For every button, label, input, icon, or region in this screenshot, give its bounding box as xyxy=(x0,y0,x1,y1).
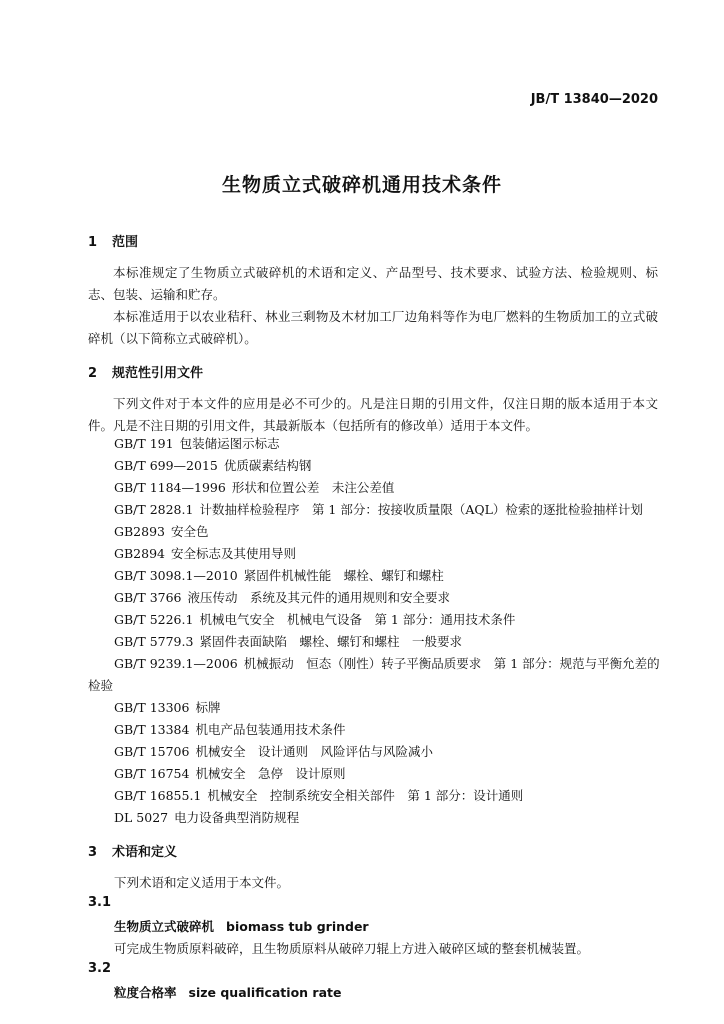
term-en: size qualification rate xyxy=(188,985,342,1000)
term-number: 3.2 xyxy=(88,961,112,976)
section-3-heading xyxy=(88,841,177,860)
reference-code: GB/T 2828.1 xyxy=(114,502,194,517)
term-definition: 可完成生物质原料破碎，且生物质原料从破碎刀辊上方进入破碎区域的整套机械装置。 xyxy=(114,941,590,956)
reference-code: DL 5027 xyxy=(114,810,169,825)
section-intro: 下列术语和定义适用于本文件。 xyxy=(114,875,290,890)
paragraph: 本标准规定了生物质立式破碎机的术语和定义、产品型号、技术要求、试验方法、检验规则、标志、包装、运输和贮存。 xyxy=(88,265,658,302)
term-cn: 粒度合格率 xyxy=(114,985,177,1000)
reference-code: GB/T 699—2015 xyxy=(114,458,218,473)
paragraph: 本标准适用于以农业秸秆、林业三剩物及木材加工厂边角料等作为电厂燃料的生物质加工的立式破碎机（以下简称立式破碎机）。 xyxy=(88,309,658,346)
reference-code: GB2893 xyxy=(114,524,165,539)
reference-title: 优质碳素结构钢 xyxy=(223,458,312,473)
section-title: 术语和定义 xyxy=(112,845,178,860)
term-heading xyxy=(114,982,341,1004)
reference-title: 紧固件机械性能 螺栓、螺钉和螺柱 xyxy=(243,568,444,583)
reference-item xyxy=(114,499,643,521)
reference-title: 标牌 xyxy=(195,700,221,715)
standard-code: JB/T 13840—2020 xyxy=(530,92,658,107)
reference-title: 安全色 xyxy=(170,524,209,539)
term-en: biomass tub grinder xyxy=(226,919,369,934)
document-title: 生物质立式破碎机通用技术条件 xyxy=(221,174,502,196)
section-number: 1 xyxy=(88,235,98,250)
reference-title: 机械安全 控制系统安全相关部件 第 1 部分：设计通则 xyxy=(207,788,524,803)
reference-code: GB/T 1184—1996 xyxy=(114,480,226,495)
reference-code: GB/T 13306 xyxy=(114,700,190,715)
term-cn: 生物质立式破碎机 xyxy=(114,919,215,934)
reference-code: GB/T 16754 xyxy=(114,766,190,781)
section-title: 范围 xyxy=(112,235,139,250)
reference-title: 计数抽样检验程序 第 1 部分：按接收质量限（AQL）检索的逐批检验抽样计划 xyxy=(199,502,643,517)
reference-title: 机械电气安全 机械电气设备 第 1 部分：通用技术条件 xyxy=(199,612,516,627)
reference-item xyxy=(114,653,660,675)
reference-title: 安全标志及其使用导则 xyxy=(170,546,296,561)
reference-title: 机械安全 设计通则 风险评估与风险减小 xyxy=(195,744,433,759)
reference-code: GB/T 5779.3 xyxy=(114,634,194,649)
reference-item xyxy=(114,609,515,631)
term-number: 3.1 xyxy=(88,895,112,910)
reference-title: 形状和位置公差 未注公差值 xyxy=(231,480,395,495)
reference-title: 机械振动 恒态（刚性）转子平衡品质要求 第 1 部分：规范与平衡允差的 xyxy=(243,656,660,671)
reference-code: GB/T 9239.1—2006 xyxy=(114,656,238,671)
reference-code: GB/T 15706 xyxy=(114,744,190,759)
reference-item xyxy=(114,631,462,653)
reference-item xyxy=(114,719,345,741)
reference-code: GB/T 5226.1 xyxy=(114,612,194,627)
reference-code: GB/T 191 xyxy=(114,436,174,451)
reference-title: 液压传动 系统及其元件的通用规则和安全要求 xyxy=(187,590,451,605)
reference-item xyxy=(114,807,299,829)
reference-title: 电力设备典型消防规程 xyxy=(174,810,300,825)
reference-item xyxy=(114,741,433,763)
section-1-heading xyxy=(88,231,138,250)
reference-code: GB/T 13384 xyxy=(114,722,190,737)
section-title: 规范性引用文件 xyxy=(112,366,204,381)
reference-item xyxy=(114,587,450,609)
reference-code: GB/T 3766 xyxy=(114,590,182,605)
reference-item xyxy=(114,543,296,565)
reference-item xyxy=(114,521,209,543)
reference-item xyxy=(114,785,523,807)
term-heading xyxy=(114,916,369,938)
reference-title: 机械安全 急停 设计原则 xyxy=(195,766,346,781)
reference-code: GB/T 16855.1 xyxy=(114,788,202,803)
reference-code: GB2894 xyxy=(114,546,165,561)
section-2-heading xyxy=(88,362,203,381)
reference-item xyxy=(114,697,220,719)
reference-item xyxy=(114,763,345,785)
reference-code: GB/T 3098.1—2010 xyxy=(114,568,238,583)
reference-item xyxy=(114,477,394,499)
reference-item xyxy=(114,455,311,477)
reference-title: 包装储运图示标志 xyxy=(179,436,280,451)
section-number: 2 xyxy=(88,366,98,381)
reference-title: 紧固件表面缺陷 螺栓、螺钉和螺柱 一般要求 xyxy=(199,634,462,649)
paragraph: 下列文件对于本文件的应用是必不可少的。凡是注日期的引用文件，仅注日期的版本适用于本文件。凡是不注日期的引用文件，其最新版本（包括所有的修改单）适用于本文件。 xyxy=(88,396,658,433)
reference-item xyxy=(114,433,280,455)
section-number: 3 xyxy=(88,845,98,860)
reference-wrap-text: 检验 xyxy=(88,678,114,693)
reference-item xyxy=(114,565,444,587)
reference-title: 机电产品包装通用技术条件 xyxy=(195,722,346,737)
